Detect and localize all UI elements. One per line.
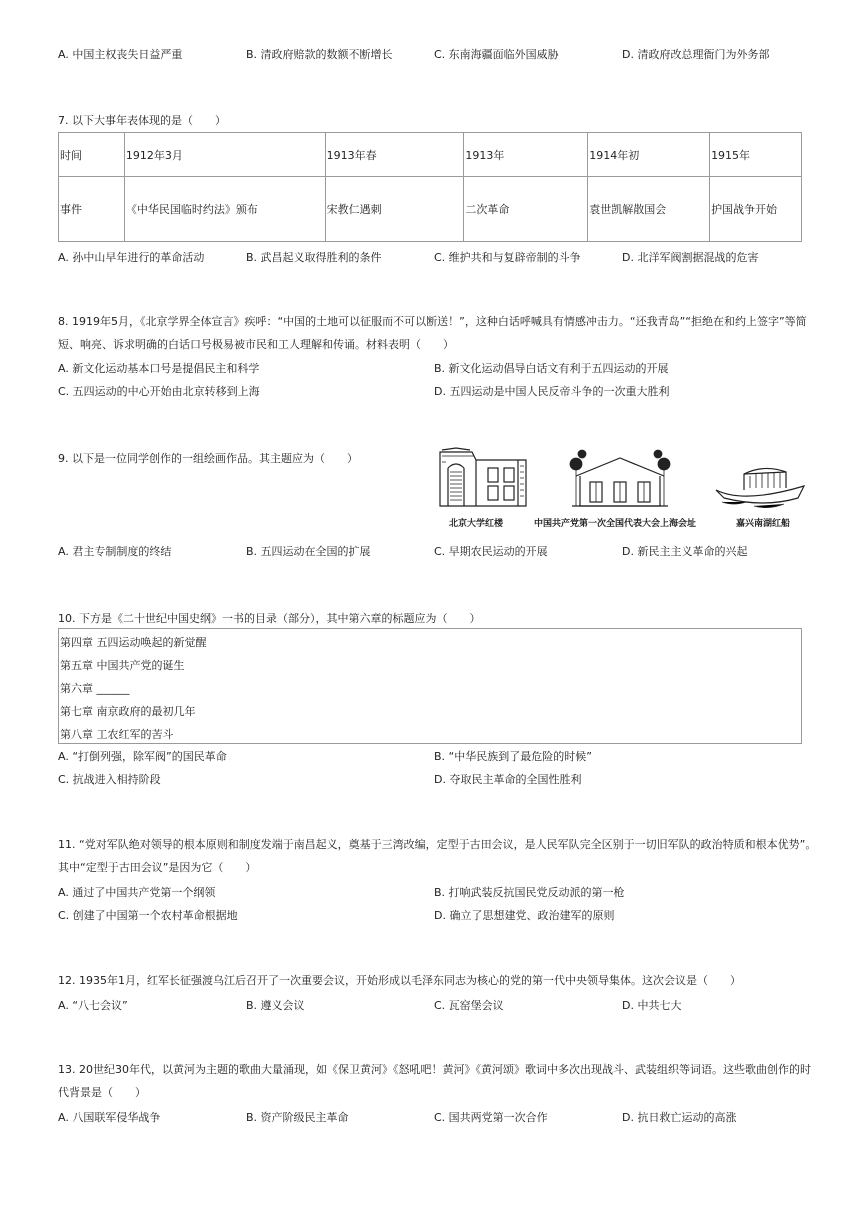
q11-option-a: A. 通过了中国共产党第一个纲领	[58, 886, 216, 899]
table-cell: 护国战争开始	[710, 177, 802, 242]
shanghai-congress-site-illustration	[568, 446, 672, 514]
table-cell: 1913年春	[325, 133, 464, 177]
q9-option-b: B. 五四运动在全国的扩展	[246, 545, 371, 558]
q13-option-c: C. 国共两党第一次合作	[434, 1111, 548, 1124]
q7-option-d: D. 北洋军阀割据混战的危害	[622, 251, 759, 264]
q9-option-a: A. 君主专制制度的终结	[58, 545, 172, 558]
list-item: 第七章 南京政府的最初几年	[60, 705, 196, 718]
q8-option-a: A. 新文化运动基本口号是提倡民主和科学	[58, 362, 260, 375]
table-cell: 袁世凯解散国会	[588, 177, 710, 242]
jiaxing-red-boat-illustration	[714, 456, 806, 512]
q8-option-b: B. 新文化运动倡导白话文有利于五四运动的开展	[434, 362, 669, 375]
q12-stem: 12. 1935年1月，红军长征强渡乌江后召开了一次重要会议，开始形成以毛泽东同志为核心的党的第一代中央领导集体。这次会议是（ ）	[58, 974, 741, 987]
q6-option-b: B. 清政府赔款的数额不断增长	[246, 48, 393, 61]
table-of-contents-box	[58, 628, 802, 744]
table-cell: 事件	[59, 177, 125, 242]
table-cell: 1912年3月	[124, 133, 325, 177]
q13-stem: 13. 20世纪30年代，以黄河为主题的歌曲大量涌现，如《保卫黄河》《怒吼吧！黄河》《黄河颂》歌词中多次出现战斗、武装组织等词语。这些歌曲创作的时代背景是（ ）	[58, 1063, 811, 1099]
q12-option-c: C. 瓦窑堡会议	[434, 999, 504, 1012]
q11-option-d: D. 确立了思想建党、政治建军的原则	[434, 909, 615, 922]
q6-option-d: D. 清政府改总理衙门为外务部	[622, 48, 770, 61]
table-cell: 1913年	[464, 133, 588, 177]
q9-option-c: C. 早期农民运动的开展	[434, 545, 548, 558]
q11-stem: 11. “党对军队绝对领导的根本原则和制度发端于南昌起义，奠基于三湾改编，定型于古田会议，是人民军队完全区别于一切旧军队的政治特质和根本优势”。其中“定型于古田会议”是因为它（ ）	[58, 838, 817, 874]
q10-option-b: B. “中华民族到了最危险的时候”	[434, 750, 592, 763]
q9-option-d: D. 新民主主义革命的兴起	[622, 545, 748, 558]
q13-option-b: B. 资产阶级民主革命	[246, 1111, 349, 1124]
q6-option-a: A. 中国主权丧失日益严重	[58, 48, 183, 61]
q8-option-c: C. 五四运动的中心开始由北京转移到上海	[58, 385, 260, 398]
list-item: 第六章 ______	[60, 682, 130, 695]
list-item: 第八章 工农红军的苦斗	[60, 728, 174, 741]
q11-option-b: B. 打响武装反抗国民党反动派的第一枪	[434, 886, 625, 899]
table-row	[59, 133, 802, 177]
q7-option-c: C. 维护共和与复辟帝制的斗争	[434, 251, 581, 264]
q10-option-a: A. “打倒列强，除军阀”的国民革命	[58, 750, 227, 763]
q12-option-d: D. 中共七大	[622, 999, 682, 1012]
q7-option-a: A. 孙中山早年进行的革命活动	[58, 251, 205, 264]
illustration-caption: 嘉兴南湖红船	[736, 519, 791, 529]
table-cell: 1915年	[710, 133, 802, 177]
peking-university-red-building-illustration	[436, 446, 530, 514]
q10-option-c: C. 抗战进入相持阶段	[58, 773, 161, 786]
q7-event-table	[58, 132, 802, 242]
table-cell: 时间	[59, 133, 125, 177]
illustration-caption: 北京大学红楼	[449, 519, 504, 529]
illustration-caption: 中国共产党第一次全国代表大会上海会址	[534, 519, 697, 529]
q13-option-a: A. 八国联军侵华战争	[58, 1111, 161, 1124]
list-item: 第五章 中国共产党的诞生	[60, 659, 185, 672]
q13-option-d: D. 抗日救亡运动的高涨	[622, 1111, 737, 1124]
q10-stem: 10. 下方是《二十世纪中国史纲》一书的目录（部分），其中第六章的标题应为（ ）	[58, 612, 481, 625]
table-cell: 宋教仁遇刺	[325, 177, 464, 242]
q7-stem: 7. 以下大事年表体现的是（ ）	[58, 114, 226, 127]
q8-option-d: D. 五四运动是中国人民反帝斗争的一次重大胜利	[434, 385, 670, 398]
q6-option-c: C. 东南海疆面临外国威胁	[434, 48, 559, 61]
q8-stem: 8. 1919年5月，《北京学界全体宣言》疾呼：“中国的土地可以征服而不可以断送！”，这种白话呼喊具有情感冲击力。“还我青岛”“拒绝在和约上签字”等简短、响亮、诉求明确的白话口号极易被市民和工人理解和传诵。材料表明（ ）	[58, 315, 807, 351]
q11-option-c: C. 创建了中国第一个农村革命根据地	[58, 909, 238, 922]
table-cell: 《中华民国临时约法》颁布	[124, 177, 325, 242]
q7-option-b: B. 武昌起义取得胜利的条件	[246, 251, 382, 264]
table-cell: 1914年初	[588, 133, 710, 177]
list-item: 第四章 五四运动唤起的新觉醒	[60, 636, 207, 649]
q12-option-a: A. “八七会议”	[58, 999, 128, 1012]
table-row	[59, 177, 802, 242]
q9-stem: 9. 以下是一位同学创作的一组绘画作品。其主题应为（ ）	[58, 452, 358, 465]
q10-option-d: D. 夺取民主革命的全国性胜利	[434, 773, 582, 786]
table-cell: 二次革命	[464, 177, 588, 242]
q12-option-b: B. 遵义会议	[246, 999, 305, 1012]
